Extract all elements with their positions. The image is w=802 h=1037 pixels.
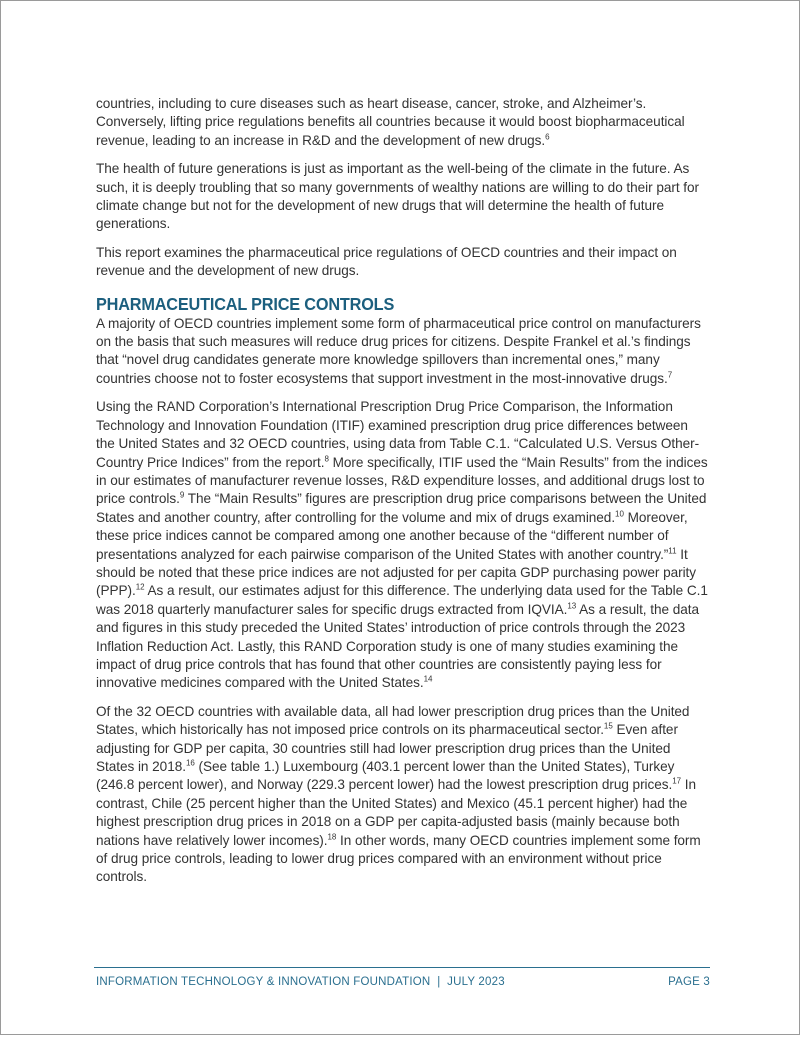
paragraph-rand-methodology — [96, 398, 710, 693]
paragraph-oecd-comparison — [96, 703, 710, 887]
paragraph-text: A majority of OECD countries implement some form of pharmaceutical price control on manufacturers on the basis that such measures will reduce drug prices for citizens. Despite Frankel et al.’s findings that “novel drug candidates generate more knowledge spillovers than incremental ones,” many countries choose not to foster ecosystems that support investment in the most-innovative drugs. — [96, 315, 701, 386]
sentence: More specifically, ITIF used the “Main Results” from the indices in our estimates of manufacturer revenue losses, R&D expenditure losses, and additional drugs lost to price controls. — [96, 454, 708, 507]
endnote-ref[interactable]: 11 — [668, 546, 677, 555]
page-footer — [96, 976, 710, 988]
sentence: In contrast, Chile (25 percent higher than the United States) and Mexico (45.1 percent higher) had the highest prescription drug prices in 2018 on a GDP per capita-adjusted basis (mainly because both nations have relatively lower incomes). — [96, 777, 697, 848]
endnote-ref[interactable]: 7 — [667, 370, 673, 380]
endnote-ref[interactable]: 15 — [603, 721, 613, 731]
paragraph-price-controls-intro — [96, 315, 710, 389]
endnote-ref[interactable]: 14 — [423, 674, 433, 684]
sentence: The “Main Results” figures are prescription drug price comparisons between the United States and another country, after controlling for the volume and mix of drugs examined. — [96, 491, 707, 525]
paragraph-text: This report examines the pharmaceutical price regulations of OECD countries and their impact on revenue and the development of new drugs. — [96, 244, 677, 279]
sentence: (See table 1.) Luxembourg (403.1 percent lower than the United States), Turkey (246.8 percent lower), and Norway (229.3 percent lower) had the lowest prescription drug prices. — [96, 759, 675, 793]
endnote-ref[interactable]: 10 — [615, 509, 624, 519]
endnote-ref[interactable]: 8 — [324, 453, 329, 463]
paragraph-future-generations — [96, 160, 710, 234]
endnote-ref[interactable]: 16 — [185, 758, 195, 768]
sentence: Even after adjusting for GDP per capita, 30 countries still had lower prescription drug prices than the United States in 2018. — [96, 722, 678, 774]
paragraph-text: The health of future generations is just as important as the well-being of the climate in the future. As such, it is deeply troubling that so many governments of wealthy nations are willing to do their part for climate change but not for the development of new drugs that will determine the health of future generations. — [96, 161, 700, 232]
sentence: Of the 32 OECD countries with available data, all had lower prescription drug prices than the United States, which historically has not imposed price controls on its pharmaceutical sector. — [96, 703, 690, 738]
sentence: As a result, the data and figures in this study preceded the United States’ introduction of price controls through the 2023 Inflation Reduction Act. Lastly, this RAND Corporation study is one of many studies examining the impact of drug price controls that has found that other countries are consistently paying less for innovative medicines compared with the United States. — [96, 601, 699, 691]
sentence: As a result, our estimates adjust for this difference. The underlying data used for the Table C.1 was 2018 quarterly manufacturer sales for specific drugs extracted from IQVIA. — [96, 583, 708, 617]
sentence: Using the RAND Corporation’s International Prescription Drug Price Comparison, the Information Technology and Innovation Foundation (ITIF) examined prescription drug price differences between the United States and 32 OECD countries, using data from Table C.1. “Calculated U.S. Versus Other-Country Price Indices” from the report. — [96, 399, 700, 470]
page-number: PAGE 3 — [668, 976, 710, 988]
footer-divider — [94, 967, 710, 968]
endnote-ref[interactable]: 9 — [179, 490, 185, 500]
section-heading: PHARMACEUTICAL PRICE CONTROLS — [96, 293, 395, 314]
sentence: In other words, many OECD countries implement some form of drug price controls, leading to lower drug prices compared with an environment without price controls. — [96, 832, 701, 885]
sentence: Moreover, these price indices cannot be compared among one another because of the “different number of presentations analyzed for each pairwise comparison of the United States with another country.” — [96, 509, 688, 562]
paragraph-text: countries, including to cure diseases such as heart disease, cancer, stroke, and Alzheimer’s. Conversely, lifting price regulations benefits all countries because it would boost biopharmaceutical revenue, leading to an increase in R&D and the development of new drugs. — [96, 96, 685, 148]
endnote-ref[interactable]: 6 — [545, 132, 550, 142]
endnote-ref[interactable]: 12 — [135, 582, 145, 592]
paragraph-intro-continuation — [96, 95, 710, 150]
sentence: It should be noted that these price indices are not adjusted for per capita GDP purchasing power parity (PPP). — [96, 546, 697, 599]
endnote-ref[interactable]: 17 — [672, 776, 682, 786]
endnote-ref[interactable]: 13 — [567, 601, 577, 611]
endnote-ref[interactable]: 18 — [327, 832, 337, 842]
page-content — [96, 95, 710, 897]
paragraph-report-scope — [96, 244, 710, 281]
footer-publisher-date: INFORMATION TECHNOLOGY & INNOVATION FOUNDATION | JULY 2023 — [96, 976, 505, 988]
